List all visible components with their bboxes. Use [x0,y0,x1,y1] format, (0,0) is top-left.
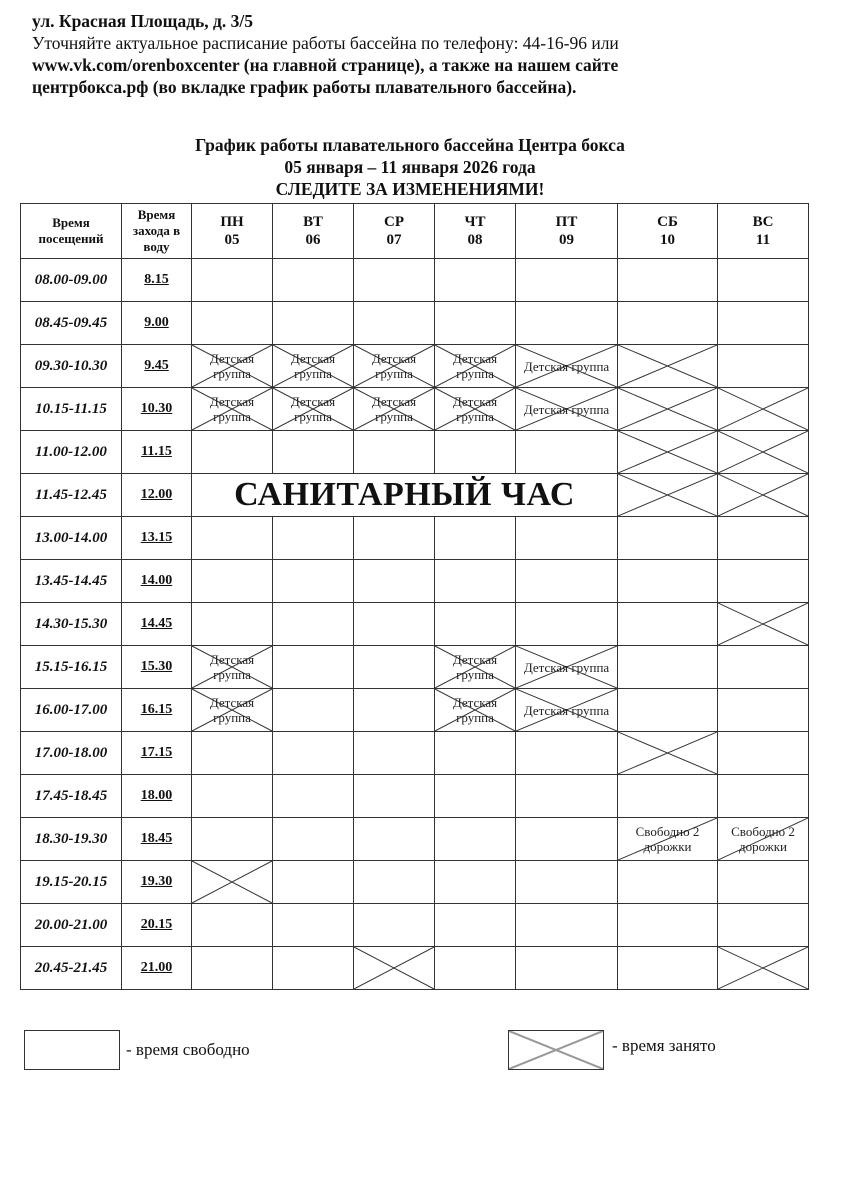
slot-kids-group [516,689,618,732]
kids-group-label: Детская группа [452,394,498,424]
entry-time: 9.00 [122,302,192,345]
slot-free [273,861,354,904]
vk-note: (на главной странице), а также на нашем сайте [239,55,619,75]
entry-time: 21.00 [122,947,192,990]
slot-two-lanes-free [718,818,809,861]
phone-line: Уточняйте актуальное расписание работы бассейна по телефону: 44-16-96 или [32,33,619,53]
slot-free [516,732,618,775]
table-row [21,732,809,775]
visit-time: 11.00-12.00 [21,431,122,474]
cross-icon [718,474,808,516]
col-header-entry-time: Время захода в воду [122,204,192,259]
slot-free [435,560,516,603]
day-date: 05 [224,232,240,248]
table-row [21,560,809,603]
table-row [21,431,809,474]
legend-busy-box [508,1030,604,1070]
slot-kids-group [435,388,516,431]
slot-free [192,947,273,990]
col-header-day [718,204,809,259]
day-date: 10 [660,232,675,248]
entry-time: 15.30 [122,646,192,689]
title-line1: График работы плавательного бассейна Центра бокса [195,135,625,155]
slot-free [354,431,435,474]
slot-kids-group [516,646,618,689]
visit-time: 16.00-17.00 [21,689,122,732]
cross-icon [618,474,717,516]
col-header-day [435,204,516,259]
slot-free [273,517,354,560]
slot-busy [618,732,718,775]
slot-free [618,646,718,689]
slot-free [516,861,618,904]
visit-time: 20.45-21.45 [21,947,122,990]
slot-kids-group [354,388,435,431]
slot-kids-group [192,689,273,732]
kids-group-label: Детская группа [523,702,610,718]
slot-free [618,947,718,990]
kids-group-label: Детская группа [209,695,255,725]
kids-group-label: Детская группа [452,695,498,725]
visit-time: 13.45-14.45 [21,560,122,603]
slot-free [354,517,435,560]
kids-group-label: Детская группа [209,652,255,682]
visit-time: 17.45-18.45 [21,775,122,818]
entry-time: 19.30 [122,861,192,904]
slot-free [718,689,809,732]
schedule-table [20,203,809,990]
table-row [21,904,809,947]
visit-time: 19.15-20.15 [21,861,122,904]
slot-free [273,560,354,603]
slot-busy [354,947,435,990]
cross-icon [718,431,808,473]
day-name: СБ [657,214,678,230]
table-row [21,689,809,732]
slot-free [618,603,718,646]
slot-kids-group [516,345,618,388]
slot-free [435,775,516,818]
cross-icon [618,388,717,430]
header-info [32,10,619,98]
vk-link[interactable]: www.vk.com/orenboxcenter [32,55,240,75]
slot-free [718,775,809,818]
col-header-day [273,204,354,259]
visit-time: 11.45-12.45 [21,474,122,517]
slot-free [435,603,516,646]
entry-time: 8.15 [122,259,192,302]
visit-time: 18.30-19.30 [21,818,122,861]
visit-time: 10.15-11.15 [21,388,122,431]
slot-free [435,732,516,775]
table-row [21,474,809,517]
two-lanes-label: Свободно 2 дорожки [731,824,795,854]
slot-free [435,947,516,990]
legend-free-box [24,1030,120,1070]
kids-group-label: Детская группа [371,351,417,381]
entry-time: 11.15 [122,431,192,474]
slot-free [718,560,809,603]
slot-free [435,302,516,345]
entry-time: 10.30 [122,388,192,431]
col-header-day [618,204,718,259]
entry-time: 20.15 [122,904,192,947]
table-row [21,259,809,302]
slot-free [618,560,718,603]
cross-icon [618,732,717,774]
day-date: 07 [386,232,402,248]
slot-free [718,302,809,345]
slot-busy [718,388,809,431]
slot-free [192,775,273,818]
day-date: 11 [755,232,771,248]
table-row [21,345,809,388]
slot-free [192,732,273,775]
slot-kids-group [192,388,273,431]
visit-time: 15.15-16.15 [21,646,122,689]
slot-busy [718,431,809,474]
slot-free [618,517,718,560]
slot-free [192,560,273,603]
table-row [21,388,809,431]
slot-free [718,732,809,775]
slot-free [354,689,435,732]
slot-free [718,646,809,689]
slot-free [192,517,273,560]
slot-kids-group [273,388,354,431]
entry-time: 16.15 [122,689,192,732]
day-name: ВТ [303,214,323,230]
kids-group-label: Детская группа [290,394,336,424]
slot-kids-group [516,388,618,431]
table-row [21,775,809,818]
slot-free [273,431,354,474]
slot-free [273,603,354,646]
slot-free [618,259,718,302]
entry-time: 9.45 [122,345,192,388]
table-row [21,302,809,345]
visit-time: 17.00-18.00 [21,732,122,775]
slot-free [516,775,618,818]
kids-group-label: Детская группа [290,351,336,381]
slot-free [192,431,273,474]
kids-group-label: Детская группа [452,652,498,682]
visit-time: 08.00-09.00 [21,259,122,302]
kids-group-label: Детская группа [523,401,610,417]
slot-free [273,775,354,818]
kids-group-label: Детская группа [371,394,417,424]
slot-kids-group [192,345,273,388]
kids-group-label: Детская группа [523,358,610,374]
col-header-visit-time: Время посещений [21,204,122,259]
slot-free [354,302,435,345]
slot-free [516,431,618,474]
entry-time: 12.00 [122,474,192,517]
table-row [21,646,809,689]
day-name: ПТ [555,214,578,230]
slot-free [516,818,618,861]
slot-kids-group [435,345,516,388]
visit-time: 13.00-14.00 [21,517,122,560]
table-row [21,818,809,861]
slot-free [718,345,809,388]
slot-two-lanes-free [618,818,718,861]
visit-time: 08.45-09.45 [21,302,122,345]
two-lanes-label: Свободно 2 дорожки [635,824,700,854]
cross-icon [718,388,808,430]
day-date: 08 [467,232,483,248]
slot-free [618,302,718,345]
slot-free [516,603,618,646]
slot-busy [618,431,718,474]
visit-time: 20.00-21.00 [21,904,122,947]
slot-free [273,259,354,302]
slot-free [273,646,354,689]
day-name: ВС [752,214,774,230]
slot-free [273,732,354,775]
schedule-title [0,134,820,200]
col-header-day [192,204,273,259]
cross-icon [718,947,808,989]
slot-free [516,560,618,603]
slot-free [516,904,618,947]
slot-free [192,818,273,861]
slot-free [354,818,435,861]
slot-free [718,904,809,947]
slot-free [718,259,809,302]
table-row [21,517,809,560]
entry-time: 14.45 [122,603,192,646]
slot-free [192,904,273,947]
slot-free [435,904,516,947]
day-date: 09 [559,232,574,248]
slot-free [718,517,809,560]
visit-time: 09.30-10.30 [21,345,122,388]
slot-free [354,732,435,775]
day-name: ЧТ [464,214,486,230]
site-line: центрбокса.рф (во вкладке график работы плавательного бассейна). [32,77,577,97]
visit-time: 14.30-15.30 [21,603,122,646]
slot-busy [618,345,718,388]
slot-free [273,904,354,947]
slot-free [618,904,718,947]
title-warning: СЛЕДИТЕ ЗА ИЗМЕНЕНИЯМИ! [275,179,545,199]
slot-free [435,517,516,560]
slot-busy [718,947,809,990]
kids-group-label: Детская группа [209,351,255,381]
slot-free [354,560,435,603]
slot-free [273,689,354,732]
slot-free [435,818,516,861]
table-row [21,947,809,990]
cross-icon [618,345,717,387]
kids-group-label: Детская группа [452,351,498,381]
kids-group-label: Детская группа [523,659,610,675]
slot-free [354,904,435,947]
legend-free-label: - время свободно [126,1040,250,1059]
slot-kids-group [435,689,516,732]
cross-icon [192,861,272,903]
legend-busy-label: - время занято [612,1036,716,1055]
sanitary-hour: САНИТАРНЫЙ ЧАС [192,474,618,517]
slot-free [618,775,718,818]
col-header-day [516,204,618,259]
entry-time: 13.15 [122,517,192,560]
table-row [21,861,809,904]
cross-icon [718,603,808,645]
cross-icon [618,431,717,473]
slot-free [354,775,435,818]
slot-busy [718,603,809,646]
slot-free [516,947,618,990]
slot-busy [192,861,273,904]
slot-kids-group [192,646,273,689]
slot-busy [618,474,718,517]
slot-free [435,861,516,904]
entry-time: 18.45 [122,818,192,861]
day-date: 06 [305,232,321,248]
day-name: ПН [220,214,244,230]
table-row [21,603,809,646]
slot-free [192,603,273,646]
slot-kids-group [435,646,516,689]
slot-kids-group [273,345,354,388]
slot-free [192,302,273,345]
slot-free [516,517,618,560]
entry-time: 14.00 [122,560,192,603]
slot-free [273,302,354,345]
slot-busy [718,474,809,517]
col-header-day [354,204,435,259]
slot-free [354,646,435,689]
kids-group-label: Детская группа [209,394,255,424]
slot-kids-group [354,345,435,388]
slot-busy [618,388,718,431]
slot-free [273,818,354,861]
slot-free [192,259,273,302]
slot-free [516,259,618,302]
slot-free [354,259,435,302]
entry-time: 17.15 [122,732,192,775]
address: ул. Красная Площадь, д. 3/5 [32,11,254,31]
slot-free [354,603,435,646]
slot-free [618,689,718,732]
cross-icon [354,947,434,989]
cross-icon [509,1031,603,1069]
title-dates: 05 января – 11 января 2026 года [284,157,536,177]
slot-free [354,861,435,904]
entry-time: 18.00 [122,775,192,818]
slot-free [273,947,354,990]
slot-free [435,259,516,302]
slot-free [618,861,718,904]
slot-free [435,431,516,474]
slot-free [516,302,618,345]
slot-free [718,861,809,904]
day-name: СР [384,214,404,230]
